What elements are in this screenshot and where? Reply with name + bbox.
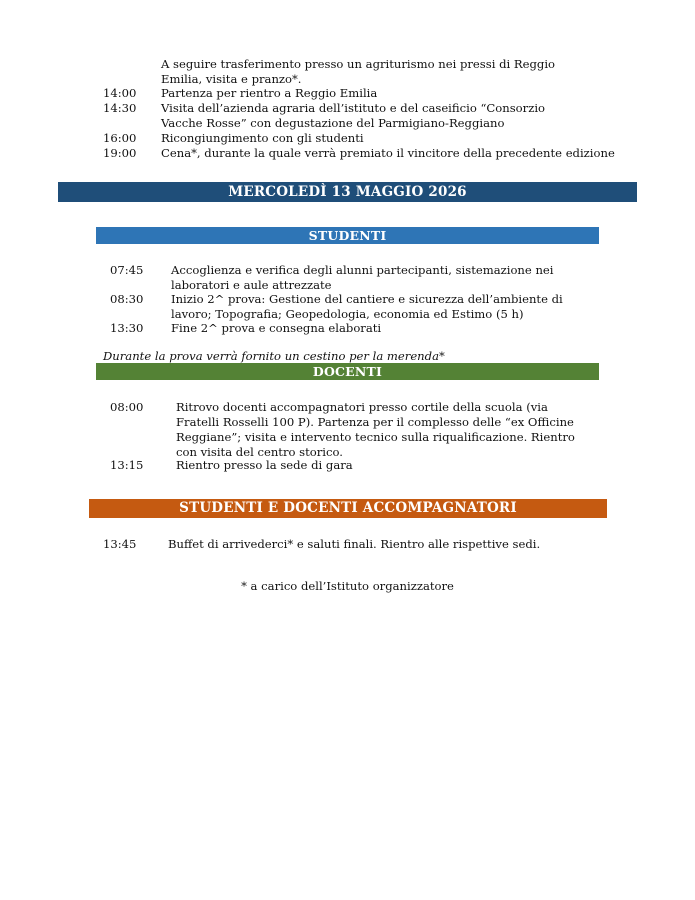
comune-section-bar (89, 499, 607, 518)
row-text: Ritrovo docenti accompagnatori presso cortile della scuola (via Fratelli Rosselli 100 P). Partenza per il complesso delle “ex Officine Reggiane”; visita e intervento tecnico sulla riqualificazione. Rientro con visita del centro storico. (176, 400, 575, 459)
row-text: Buffet di arrivederci* e saluti finali. Rientro alle rispettive sedi. (168, 537, 541, 551)
row-time (103, 57, 161, 87)
schedule-row (110, 292, 588, 322)
day-header-title: MERCOLEDÌ 13 MAGGIO 2026 (228, 184, 467, 200)
studenti-section-bar (96, 227, 599, 244)
schedule-row (110, 400, 578, 460)
row-time: 08:30 (110, 292, 144, 306)
row-time: 19:00 (103, 146, 137, 160)
comune-section-title: STUDENTI E DOCENTI ACCOMPAGNATORI (179, 500, 517, 516)
schedule-row (110, 458, 578, 473)
schedule-row (103, 57, 573, 87)
studenti-note: Durante la prova verrà fornito un cestino per la merenda* (103, 349, 445, 363)
day-header-bar (58, 182, 637, 202)
row-text: Inizio 2^ prova: Gestione del cantiere e sicurezza dell’ambiente di lavoro; Topografia; Geopedologia, economia ed Estimo (5 h) (171, 292, 563, 321)
row-time: 13:15 (110, 458, 144, 472)
row-text: Rientro presso la sede di gara (176, 458, 353, 472)
row-text: A seguire trasferimento presso un agriturismo nei pressi di Reggio Emilia, visita e pranzo*. (161, 57, 556, 86)
schedule-row (110, 263, 588, 293)
row-text: Accoglienza e verifica degli alunni partecipanti, sistemazione nei laboratori e aule attrezzate (171, 263, 554, 292)
row-text: Fine 2^ prova e consegna elaborati (171, 321, 382, 335)
docenti-section-bar (96, 363, 599, 380)
row-time: 08:00 (110, 400, 144, 414)
row-time: 07:45 (110, 263, 144, 277)
schedule-row (103, 146, 615, 161)
row-text: Partenza per rientro a Reggio Emilia (161, 86, 378, 100)
schedule-row (110, 321, 588, 336)
footnote: * a carico dell’Istituto organizzatore (241, 579, 454, 593)
row-text: Ricongiungimento con gli studenti (161, 131, 364, 145)
row-text: Cena*, durante la quale verrà premiato il vincitore della precedente edizione (161, 146, 615, 160)
row-time: 14:30 (103, 101, 137, 115)
schedule-row (103, 86, 573, 101)
studenti-section-title: STUDENTI (308, 228, 387, 243)
row-time: 14:00 (103, 86, 137, 100)
row-time: 16:00 (103, 131, 137, 145)
schedule-row (103, 131, 583, 146)
row-time: 13:30 (110, 321, 144, 335)
row-time: 13:45 (103, 537, 137, 551)
schedule-row (103, 101, 573, 131)
row-text: Visita dell’azienda agraria dell’istituto e del caseificio “Consorzio Vacche Rosse” con degustazione del Parmigiano-Reggiano (161, 101, 546, 130)
schedule-row (103, 537, 583, 552)
docenti-section-title: DOCENTI (312, 364, 383, 379)
